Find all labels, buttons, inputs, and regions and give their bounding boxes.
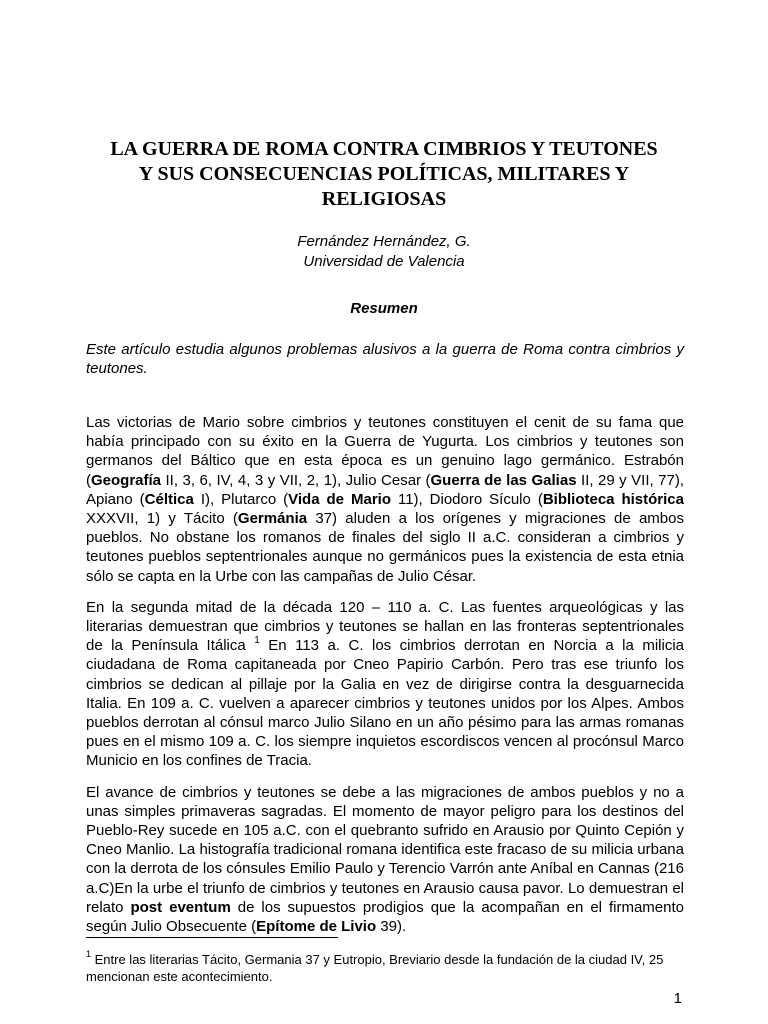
paragraph-2 (86, 598, 684, 771)
author-affiliation: Universidad de Valencia (303, 253, 465, 270)
author-name: Fernández Hernández, G. (297, 233, 471, 250)
p3-text-1: El avance de cimbrios y teutones se debe a las migraciones de ambos pueblos y no a unas simples primaveras sagradas. El momento de mayor peligro para los destinos del Pueblo-Rey sucede en 105 a.C. con el quebranto sufrido en Arausio por Quinto Cepión y Cneo Manlio. La histografía tradicional romana identifica este fracaso de su milicia urbana con la derrota de los cónsules Emilio Paulo y Terencio Varrón ante Aníbal en Cannas (216 a.C)En la urbe el triunfo de cimbrios y teutones en Arausio causa pavor. Lo demuestran el relato (86, 783, 684, 916)
paragraph-1 (86, 413, 684, 586)
p1-work-vida-mario: Vida de Mario (288, 490, 391, 508)
p1-work-geografia: Geografía (91, 471, 162, 489)
p1-text-2: II, 3, 6, IV, 4, 3 y VII, 2, 1), Julio Cesar ( (161, 471, 431, 489)
p1-work-germania: Germánia (237, 510, 308, 528)
footnote-text: Entre las literarias Tácito, Germania 37 y Eutropio, Breviario desde la fundación de la ciudad IV, 25 mencionan este acontecimiento. (86, 952, 664, 984)
p3-work-epitome: Epítome de Livio (256, 918, 377, 936)
title-line-3: RELIGIOSAS (321, 188, 447, 210)
p2-text-2: En 113 a. C. los cimbrios derrotan en Norcia a la milicia ciudadana de Roma capitaneada por Cneo Papirio Carbón. Pero tras ese triunfo los cimbrios se dedican al pillaje por la Galia en vez de dirigirse contra la desguarnecida Italia. En 109 a. C. vuelven a aparecer cimbrios y teutones unidos por los Alpes. Ambos pueblos derrotan al cónsul marco Julio Silano en un año pésimo para las armas romanas pues en el mismo 109 a. C. los siempre inquietos escordiscos vencen al procónsul Marco Municio en los confines de Tracia. (86, 637, 684, 770)
abstract-text: Este artículo estudia algunos problemas alusivos a la guerra de Roma contra cimbrios y teutones. (86, 341, 684, 377)
p3-term-post-eventum: post eventum (130, 898, 231, 916)
footnote-marker: 1 (86, 948, 92, 959)
page-number: 1 (673, 990, 682, 1007)
p1-work-guerra-galias: Guerra de las Galias (430, 471, 577, 489)
footnote (86, 948, 684, 985)
p1-work-celtica: Céltica (144, 490, 194, 508)
p1-text-3: II, 29 y VII, 77), Apiano ( (86, 471, 684, 508)
p3-text-3: 39). (376, 918, 407, 936)
p1-text-5: 11), Diodoro Sículo ( (391, 490, 543, 508)
title-line-1: LA GUERRA DE ROMA CONTRA CIMBRIOS Y TEUTONES (110, 138, 658, 160)
p1-work-biblioteca: Biblioteca histórica (542, 490, 684, 508)
p1-text-6: XXXVII, 1) y Tácito ( (86, 510, 238, 528)
footnote-reference[interactable]: 1 (254, 635, 260, 647)
body-text (86, 413, 684, 948)
footnote-separator (86, 937, 338, 938)
title-line-2: Y SUS CONSECUENCIAS POLÍTICAS, MILITARES Y (138, 163, 630, 185)
article-title (70, 137, 698, 212)
p2-text-1: En la segunda mitad de la década 120 – 110 a. C. Las fuentes arqueológicas y las literarias demuestran que cimbrios y teutones se hallan en las fronteras septentrionales de la Península Itálica (86, 598, 684, 655)
p1-text-1: Las victorias de Mario sobre cimbrios y teutones constituyen el cenit de su fama que había principado con su éxito en la Guerra de Yugurta. Los cimbrios y teutones son germanos del Báltico que en esta época es un genuino lago germánico. Estrabón ( (86, 414, 684, 489)
p1-text-7: 37) aluden a los orígenes y migraciones de ambos pueblos. No obstane los romanos de finales del siglo II a.C. consideran a cimbrios y teutones pueblos septentrionales aunque no germánicos pues la existencia de esta etnia sólo se capta en la Urbe con las campañas de Julio César. (86, 510, 684, 585)
abstract-heading: Resumen (350, 300, 418, 317)
paragraph-3 (86, 783, 684, 937)
p1-text-4: I), Plutarco ( (193, 490, 289, 508)
author-block (0, 232, 768, 272)
p3-text-2: de los supuestos prodigios que la acompañan en el firmamento según Julio Obsecuente ( (86, 898, 684, 936)
